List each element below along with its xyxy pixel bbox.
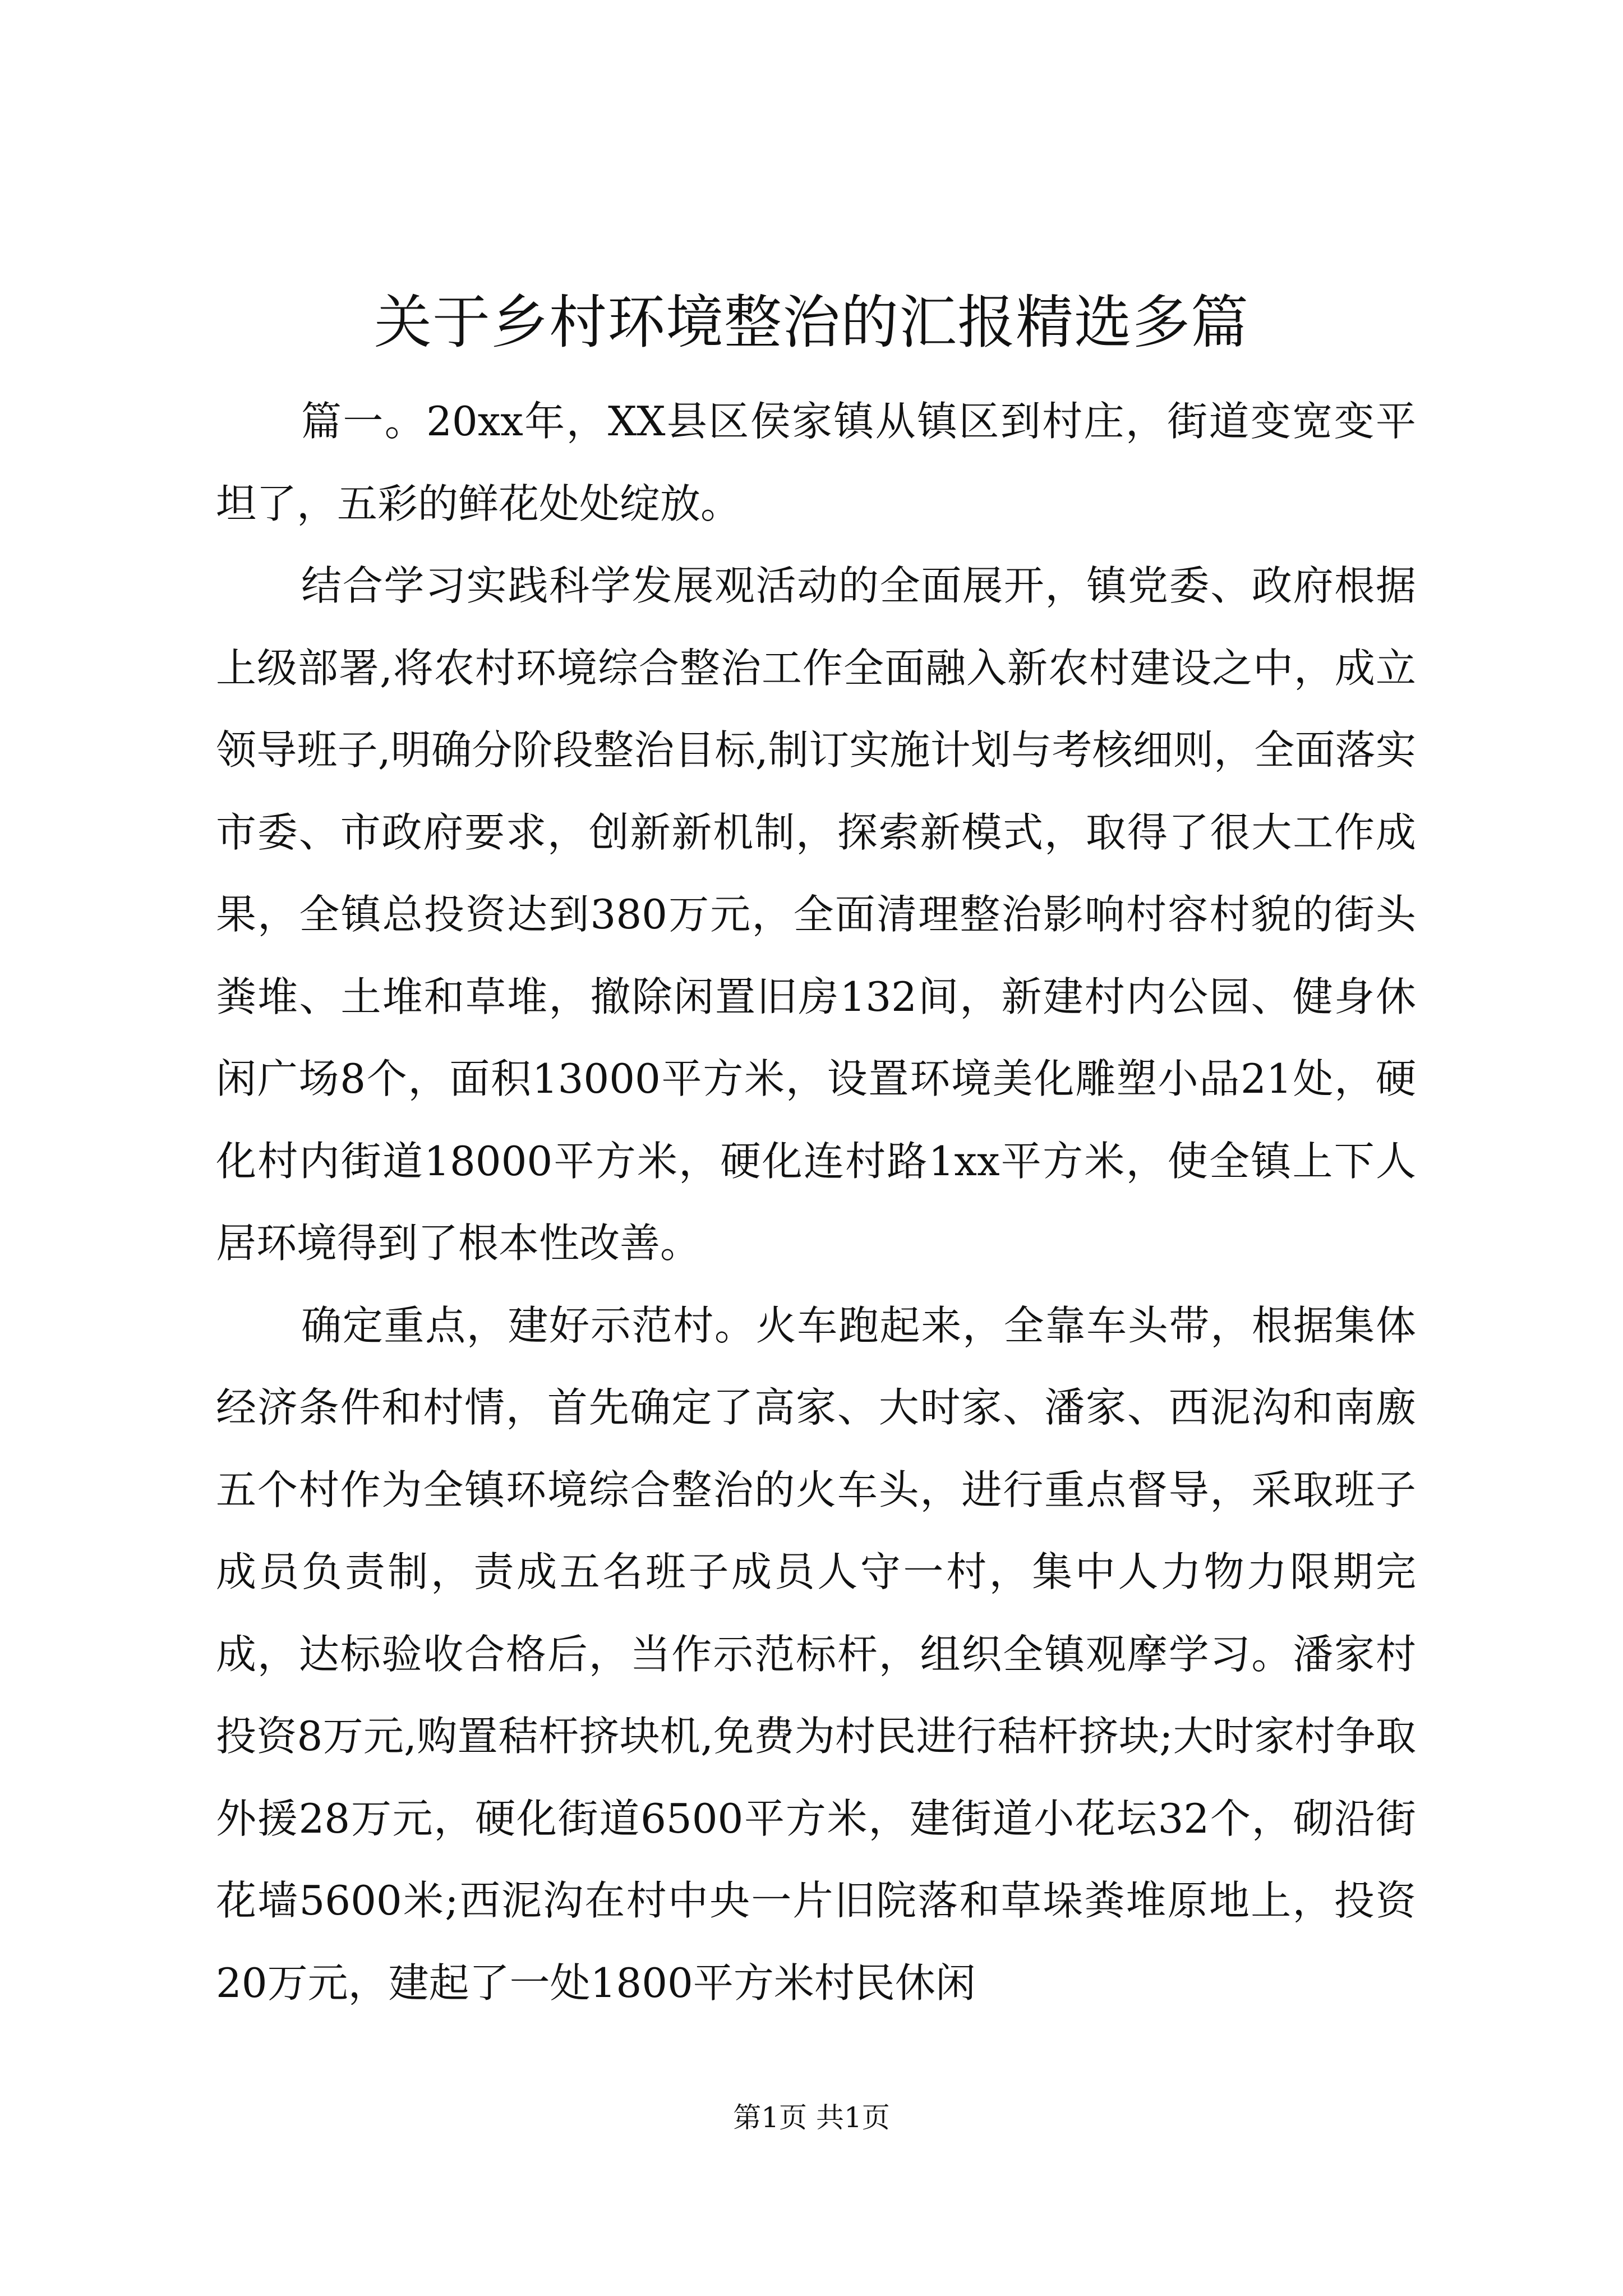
paragraph-3: 确定重点，建好示范村。火车跑起来，全靠车头带，根据集体经济条件和村情，首先确定了高家、大时家、潘家、西泥沟和南廒五个村作为全镇环境综合整治的火车头，进行重点督导，采取班子成员负责制，责成五名班子成员人守一村，集中人力物力限期完成，达标验收合格后，当作示范标杆，组织全镇观摩学习。潘家村投资8万元,购置秸杆挤块机,免费为村民进行秸杆挤块;大时家村争取外援28万元，硬化街道6500平方米，建街道小花坛32个，砌沿街花墙5600米;西泥沟在村中央一片旧院落和草垛粪堆原地上，投资20万元，建起了一处1800平方米村民休闲 xyxy=(216,1301,1416,2007)
paragraph-2: 结合学习实践科学发展观活动的全面展开，镇党委、政府根据上级部署,将农村环境综合整治工作全面融入新农村建设之中，成立领导班子,明确分阶段整治目标,制订实施计划与考核细则，全面落实市委、市政府要求，创新新机制，探索新模式，取得了很大工作成果，全镇总投资达到380万元，全面清理整治影响村容村貌的街头粪堆、土堆和草堆，撤除闲置旧房132间，新建村内公园、健身休闲广场8个，面积13000平方米，设置环境美化雕塑小品21处，硬化村内街道18000平方米，硬化连村路1xx平方米，使全镇上下人居环境得到了根本性改善。 xyxy=(216,562,1416,1267)
document-title: 关于乡村环境整治的汇报精选多篇 xyxy=(374,289,1249,356)
paragraph-1: 篇一。20xx年，XX县区侯家镇从镇区到村庄，街道变宽变平坦了，五彩的鲜花处处绽放。 xyxy=(216,398,1416,527)
document-body xyxy=(216,380,1416,2024)
page-footer: 第1页 共1页 xyxy=(733,2101,890,2134)
